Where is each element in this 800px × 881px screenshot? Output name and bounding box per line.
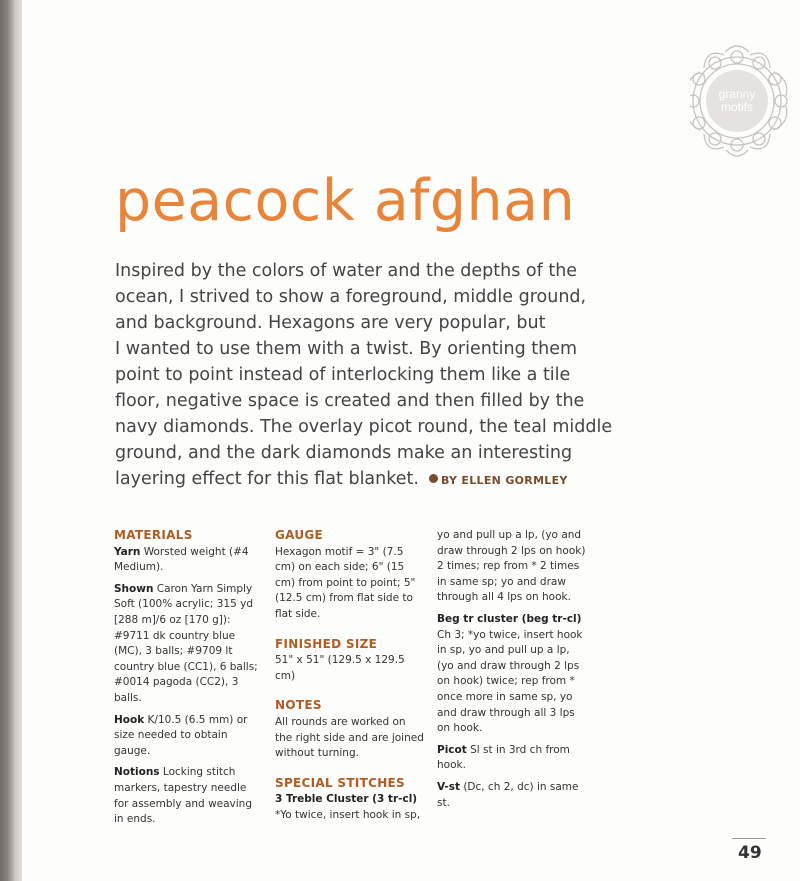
- notes-text: All rounds are worked on the right side and are joined without turning.: [275, 715, 424, 760]
- intro-line: point to point instead of interlocking them like a tile: [115, 365, 571, 385]
- intro-line: floor, negative space is created and then filled by the: [115, 391, 585, 411]
- intro-line: ground, and the dark diamonds make an interesting: [115, 443, 573, 463]
- vst-text: (Dc, ch 2, dc) in same st.: [437, 780, 579, 809]
- intro-line: I wanted to use them with a twist. By orienting them: [115, 339, 578, 359]
- special-stitches-section: [275, 776, 425, 824]
- notions-label: Notions: [114, 766, 160, 779]
- shown-text: Caron Yarn Simply Soft (100% acrylic; 315 yd [288 m]/6 oz [170 g]): #9711 dk country blue (MC), 3 balls; #9709 lt country blue (CC1), 6 balls; #0014 pagoda (CC2), 3 balls.: [114, 582, 258, 704]
- spine-edge: [14, 0, 22, 881]
- gauge-text: Hexagon motif = 3" (7.5 cm) on each side; 6" (15 cm) from point to point; 5" (12.5 cm) from flat side to flat side.: [275, 545, 416, 620]
- beg-text: Ch 3; *yo twice, insert hook in sp, yo and pull up a lp, (yo and draw through 2 lps on hook) twice; rep from * once more in same sp, yo and draw through all 3 lps on hook.: [437, 628, 583, 735]
- intro-line: ocean, I strived to show a foreground, middle ground,: [115, 287, 587, 307]
- shown-label: Shown: [114, 582, 154, 595]
- intro-last-line: [115, 466, 605, 494]
- picot-label: Picot: [437, 743, 467, 756]
- gauge-heading: GAUGE: [275, 528, 324, 542]
- hook-text: K/10.5 (6.5 mm) or size needed to obtain gauge.: [114, 713, 248, 757]
- intro-paragraph: [115, 258, 613, 494]
- bullet-dot-icon: [429, 474, 438, 483]
- notions-entry: [114, 765, 260, 827]
- materials-heading: MATERIALS: [114, 528, 193, 542]
- intro-line: navy diamonds. The overlay picot round, the teal middle: [115, 417, 613, 437]
- byline: BY ELLEN GORMLEY: [440, 474, 568, 487]
- finished-size-heading: FINISHED SIZE: [275, 636, 378, 651]
- badge-circle: [706, 70, 768, 132]
- notes-section: [275, 698, 425, 761]
- notes-heading: NOTES: [275, 698, 322, 713]
- hook-entry: [114, 713, 260, 760]
- tcl-label: 3 Treble Cluster (3 tr-cl): [275, 793, 418, 806]
- picot-text: Sl st in 3rd ch from hook.: [437, 743, 570, 772]
- notions-text: Locking stitch markers, tapestry needle for assembly and weaving in ends.: [114, 766, 252, 826]
- page-title: peacock afghan: [115, 168, 576, 234]
- shown-entry: [114, 582, 260, 707]
- tcl-continued: yo and pull up a lp, (yo and draw through 2 lps on hook) 2 times; rep from * 2 times in same sp; yo and draw through all 4 lps on hook.: [437, 529, 586, 604]
- badge-line1: granny: [718, 87, 756, 101]
- badge-line2: motifs: [720, 100, 753, 114]
- special-stitches-heading: SPECIAL STITCHES: [275, 775, 405, 790]
- tcl-text: *Yo twice, insert hook in sp,: [275, 808, 421, 821]
- intro-line: Inspired by the colors of water and the depths of the: [115, 261, 578, 281]
- column-materials: [114, 528, 260, 834]
- intro-line: and background. Hexagons are very popular, but: [115, 313, 546, 333]
- finished-size-section: [275, 637, 425, 685]
- v-st-entry: [437, 780, 587, 811]
- gauge-section: [275, 528, 425, 623]
- intro-line: layering effect for this flat blanket.: [115, 469, 419, 489]
- granny-motifs-badge: [690, 30, 800, 160]
- picot-entry: [437, 743, 587, 774]
- column-gauge-notes: [275, 528, 425, 838]
- beg-label: Beg tr cluster (beg tr-cl): [437, 612, 582, 625]
- yarn-entry: [114, 545, 260, 576]
- hook-label: Hook: [114, 713, 145, 726]
- yarn-text: Worsted weight (#4 Medium).: [114, 545, 249, 574]
- beg-tr-cluster-entry: [437, 612, 587, 737]
- page-number-rule: [732, 838, 766, 839]
- column-stitches: [437, 528, 587, 817]
- vst-label: V-st: [437, 780, 460, 793]
- page-number: 49: [738, 843, 762, 863]
- finished-size-text: 51" x 51" (129.5 x 129.5 cm): [275, 654, 405, 682]
- book-spine-shadow: [0, 0, 22, 881]
- yarn-label: Yarn: [114, 545, 141, 558]
